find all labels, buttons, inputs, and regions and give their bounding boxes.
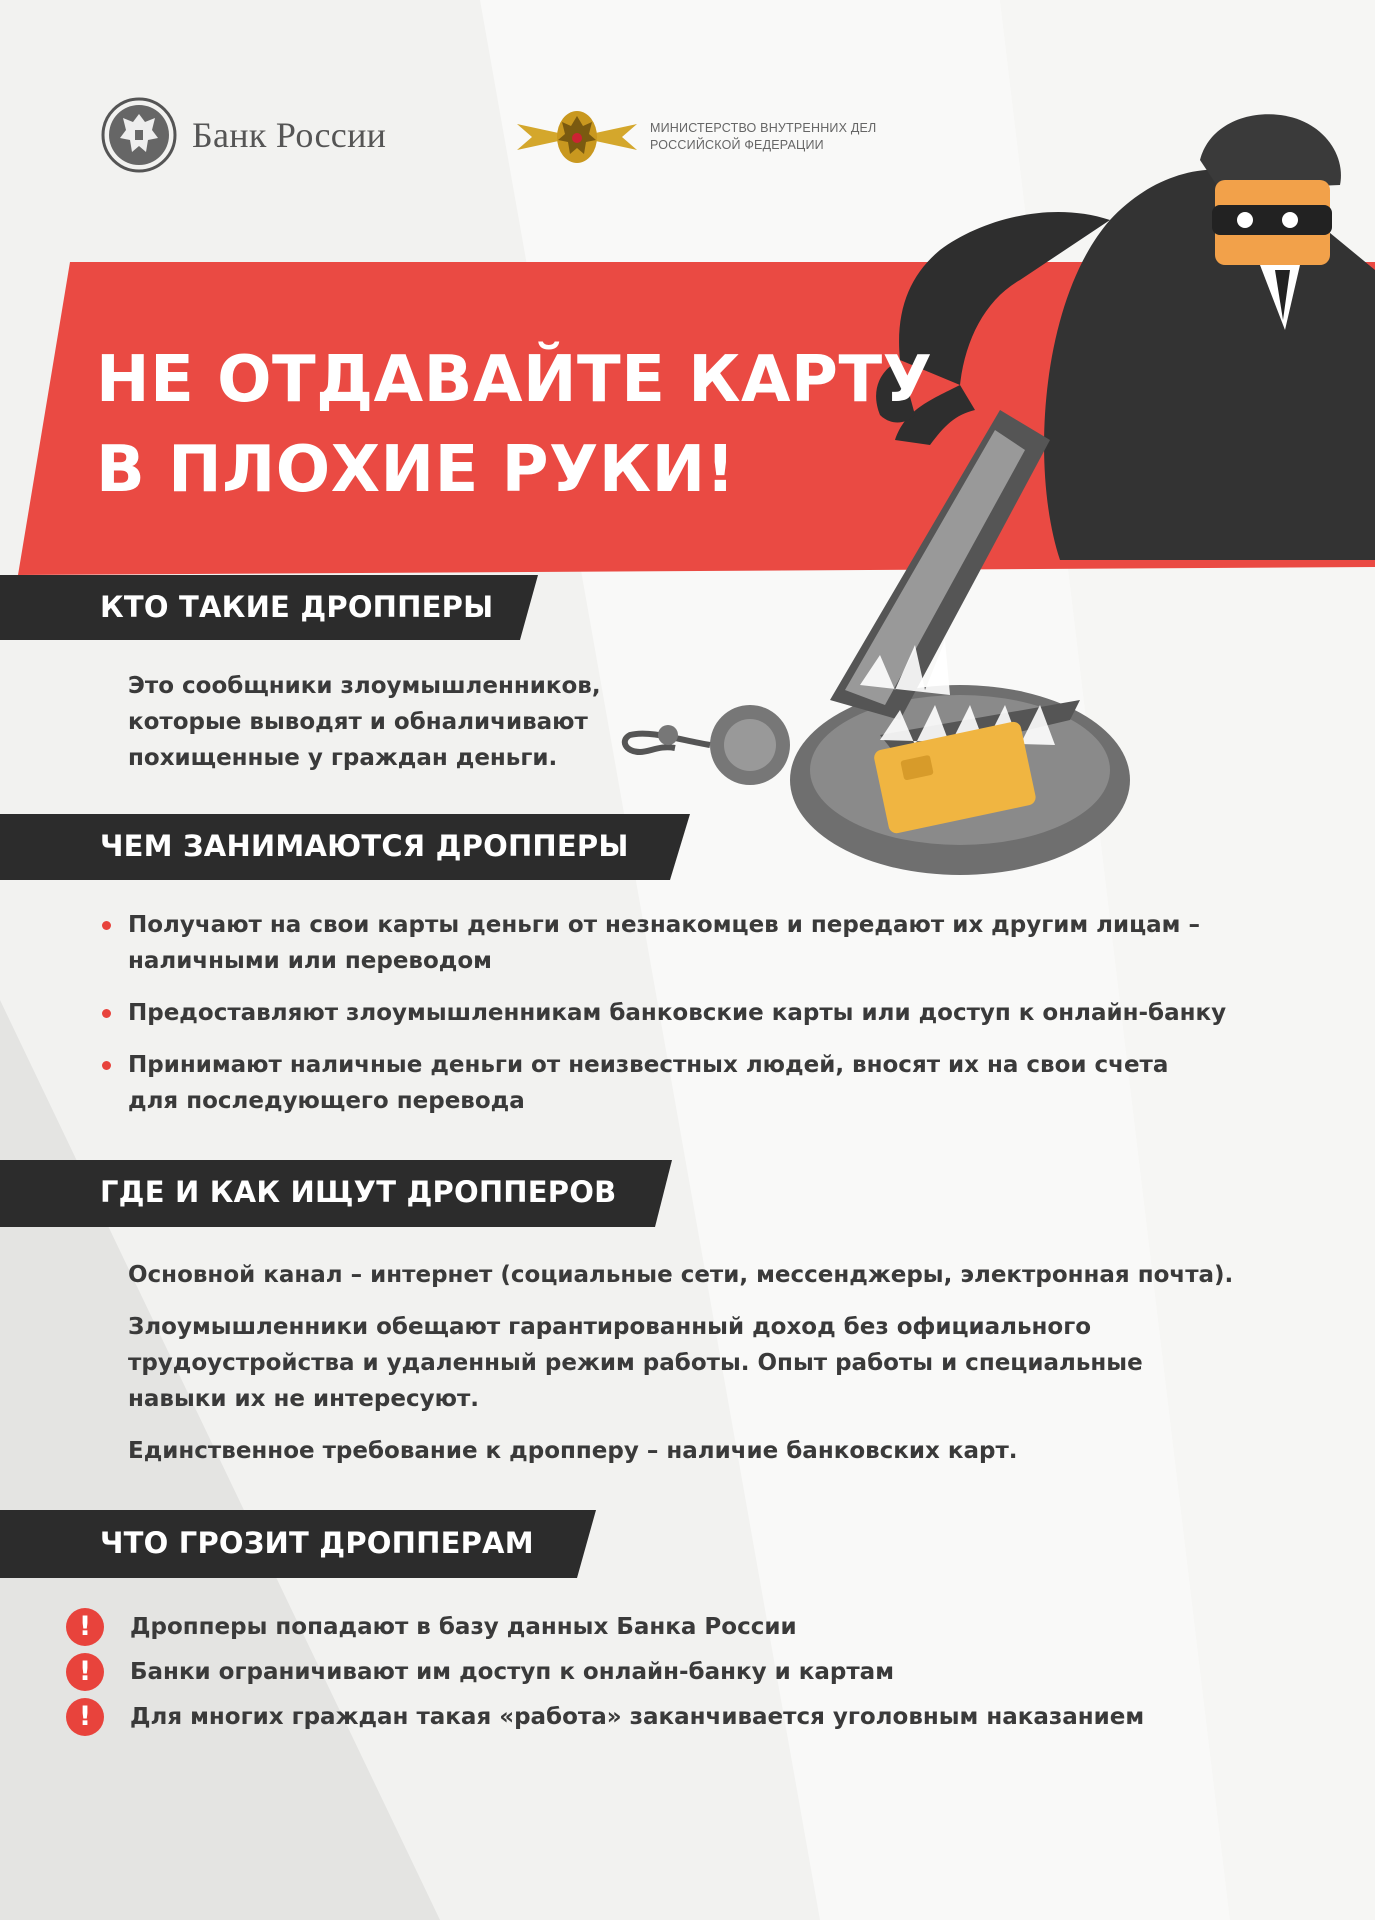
- bullet-2-line1: Предоставляют злоумышленникам банковские карты или доступ к онлайн-банку: [128, 1000, 1227, 1026]
- mvd-name-line1: МИНИСТЕРСТВО ВНУТРЕННИХ ДЕЛ: [650, 121, 877, 135]
- threat-2: Банки ограничивают им доступ к онлайн-банку и картам: [130, 1658, 894, 1685]
- who-line-3: похищенные у граждан деньги.: [128, 745, 558, 771]
- bullet-3-line2: для последующего перевода: [128, 1088, 525, 1114]
- mvd-name: [650, 120, 876, 154]
- list-item: [100, 995, 1260, 1031]
- section-who-text: [128, 668, 601, 776]
- bullet-dot: [102, 921, 111, 930]
- bullet-1-line2: наличными или переводом: [128, 948, 492, 974]
- list-item: [66, 1604, 1144, 1649]
- section-where-text: [128, 1257, 1308, 1485]
- headline-line1: НЕ ОТДАВАЙТЕ КАРТУ: [96, 343, 933, 417]
- list-item: [66, 1649, 1144, 1694]
- exclamation-icon: !: [66, 1653, 104, 1691]
- list-item: [66, 1694, 1144, 1739]
- exclamation-icon: !: [66, 1608, 104, 1646]
- where-p1-line1: Основной канал – интернет (социальные сети, мессенджеры, электронная почта).: [128, 1262, 1234, 1288]
- bullet-dot: [102, 1061, 111, 1070]
- double-headed-eagle-icon: [100, 96, 178, 174]
- section-title-where: ГДЕ И КАК ИЩУТ ДРОППЕРОВ: [100, 1175, 617, 1209]
- threat-1: Дропперы попадают в базу данных Банка России: [130, 1613, 797, 1640]
- bullet-3-line1: Принимают наличные деньги от неизвестных людей, вносят их на свои счета: [128, 1052, 1169, 1078]
- where-paragraph-2: [128, 1309, 1308, 1417]
- bullet-dot: [102, 1009, 111, 1018]
- where-p2-line3: навыки их не интересуют.: [128, 1386, 480, 1412]
- mvd-eagle-wings-icon: [512, 102, 642, 172]
- mvd-logo: [512, 102, 876, 172]
- bank-name: Банк России: [192, 115, 387, 155]
- where-paragraph-1: [128, 1257, 1308, 1293]
- headline: [96, 335, 932, 515]
- threat-3: Для многих граждан такая «работа» заканчивается уголовным наказанием: [130, 1703, 1145, 1730]
- headline-line2: В ПЛОХИЕ РУКИ!: [96, 433, 736, 507]
- bank-of-russia-logo: [100, 96, 386, 174]
- bullet-1-line1: Получают на свои карты деньги от незнакомцев и передают их другим лицам –: [128, 912, 1200, 938]
- list-item: [100, 1047, 1260, 1119]
- threats-list: [66, 1604, 1144, 1739]
- exclamation-icon: !: [66, 1698, 104, 1736]
- mvd-name-line2: РОССИЙСКОЙ ФЕДЕРАЦИИ: [650, 138, 824, 152]
- who-line-2: которые выводят и обналичивают: [128, 709, 588, 735]
- section-what-list: [100, 907, 1260, 1135]
- list-item: [100, 907, 1260, 979]
- where-p2-line1: Злоумышленники обещают гарантированный доход без официального: [128, 1314, 1092, 1340]
- section-title-what: ЧЕМ ЗАНИМАЮТСЯ ДРОППЕРЫ: [100, 829, 629, 863]
- section-title-threats: ЧТО ГРОЗИТ ДРОППЕРАМ: [100, 1526, 534, 1560]
- where-p2-line2: трудоустройства и удаленный режим работы. Опыт работы и специальные: [128, 1350, 1143, 1376]
- where-paragraph-3: [128, 1433, 1308, 1469]
- where-p3-line1: Единственное требование к дропперу – наличие банковских карт.: [128, 1438, 1018, 1464]
- who-line-1: Это сообщники злоумышленников,: [128, 673, 601, 699]
- section-title-who: КТО ТАКИЕ ДРОППЕРЫ: [100, 590, 494, 624]
